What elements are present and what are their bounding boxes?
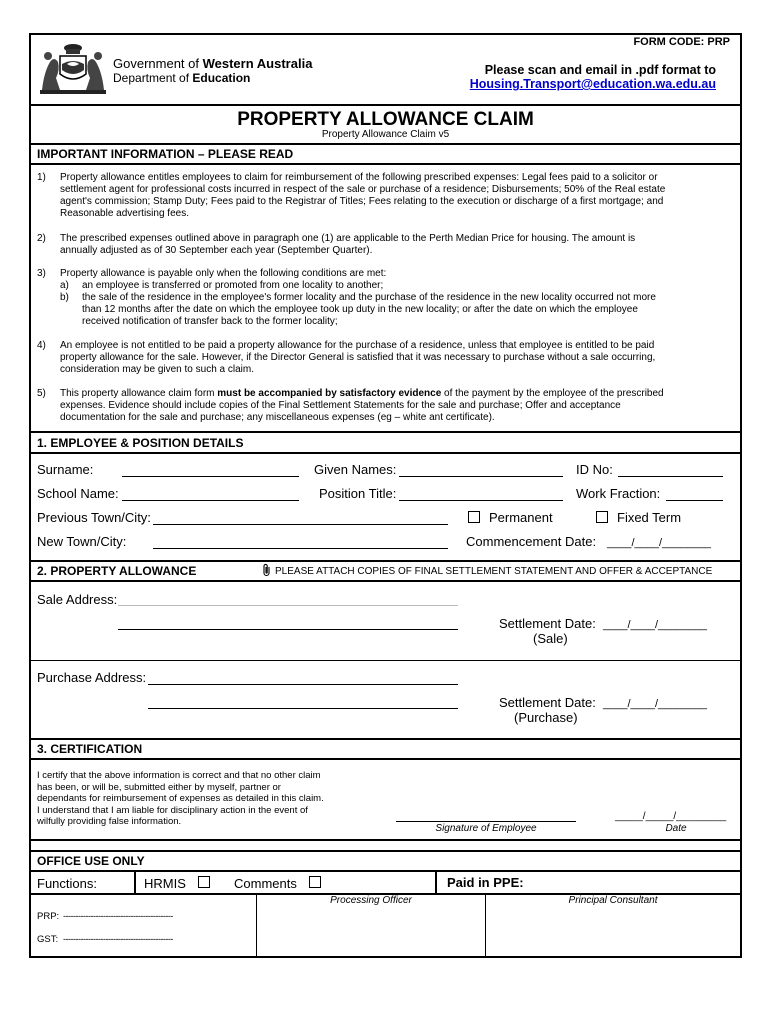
para-3-line-1: Property allowance is payable only when the following conditions are met:: [60, 268, 387, 279]
purchase-settlement-date-label: Settlement Date:: [499, 695, 596, 710]
email-link-wrap: [400, 77, 716, 92]
para-1-number: 1): [37, 172, 46, 183]
sale-address-field-2[interactable]: [118, 629, 458, 630]
section-3-heading: 3. CERTIFICATION: [37, 742, 143, 756]
gst-field[interactable]: --------------------------------------------: [63, 934, 173, 944]
important-info-heading: IMPORTANT INFORMATION – PLEASE READ: [37, 147, 294, 161]
signature-label: Signature of Employee: [435, 823, 537, 834]
scan-note: Please scan and email in .pdf format to: [484, 63, 716, 77]
para-3b-line-2: than 12 months after the date on which the employee took up duty in the new locality; or after the date on which the employee: [82, 304, 638, 315]
hrmis-checkbox[interactable]: [198, 876, 210, 888]
para-3b-line-3: received notification of transfer back to the former locality;: [82, 316, 338, 327]
para-4-line-1: An employee is not entitled to be paid a property allowance for the purchase of a residence, unless that employee is entitled to be paid: [60, 340, 655, 351]
new-town-label: New Town/City:: [37, 534, 127, 549]
certification-date-label: Date: [665, 823, 687, 834]
para-2-line-1: The prescribed expenses outlined above in paragraph one (1) are applicable to the Perth Median Price for housing. The amount is: [60, 233, 636, 244]
work-fraction-field[interactable]: [666, 500, 723, 501]
id-no-field[interactable]: [618, 476, 723, 477]
principal-consultant-label: Principal Consultant: [568, 895, 658, 906]
given-names-field[interactable]: [399, 476, 563, 477]
paperclip-icon: [262, 563, 272, 577]
previous-town-field[interactable]: [153, 524, 448, 525]
surname-field[interactable]: [122, 476, 299, 477]
department-name: Department of Education: [113, 71, 251, 85]
attach-note: PLEASE ATTACH COPIES OF FINAL SETTLEMENT STATEMENT AND OFFER & ACCEPTANCE: [275, 566, 713, 577]
sale-settlement-date-field[interactable]: ____/____/________: [603, 619, 707, 631]
paid-in-ppe-label: Paid in PPE:: [447, 875, 524, 890]
wa-crest-logo: [36, 42, 110, 96]
para-5-line-1: This property allowance claim form must be accompanied by satisfactory evidence of the payment by the employee of the prescribed: [60, 388, 664, 399]
prp-label: PRP:: [37, 911, 60, 922]
para-5-line-2: expenses. Evidence should include copies of the Final Settlement Statements for the sale and purchase; Offer and acceptance: [60, 400, 621, 411]
permanent-label: Permanent: [489, 510, 553, 525]
page-title: PROPERTY ALLOWANCE CLAIM: [237, 109, 534, 130]
para-4-line-2: property allowance for the sale. However, if the Director General is satisfied that it was necessary to purchase without a sale occurring,: [60, 352, 656, 363]
surname-label: Surname:: [37, 462, 94, 477]
para-3-number: 3): [37, 268, 46, 279]
para-2-line-2: annually adjusted as of 30 September each year (September Quarter).: [60, 245, 373, 256]
para-3b-line-1: the sale of the residence in the employee's former locality and the purchase of the residence in the new locality occurred not more: [82, 292, 656, 303]
para-3b-letter: b): [60, 292, 69, 303]
commencement-date-label: Commencement Date:: [466, 534, 597, 549]
signature-field[interactable]: [396, 821, 576, 822]
permanent-checkbox[interactable]: [468, 511, 480, 523]
para-1-line-3: agent's commission; Stamp Duty; Fees paid to the Registrar of Titles; Fees relating to the execution or discharge of a first mortgage; and: [60, 196, 664, 207]
para-4-number: 4): [37, 340, 46, 351]
position-title-label: Position Title:: [319, 486, 397, 501]
given-names-label: Given Names:: [314, 462, 397, 477]
previous-town-label: Previous Town/City:: [37, 510, 151, 525]
sale-address-label: Sale Address:: [37, 592, 118, 607]
section-gap: [31, 839, 740, 852]
purchase-address-label: Purchase Address:: [37, 670, 147, 685]
para-3a-text: an employee is transferred or promoted from one locality to another;: [82, 280, 384, 291]
purchase-address-field-2[interactable]: [148, 708, 458, 709]
functions-label: Functions:: [37, 876, 97, 891]
fixed-term-checkbox[interactable]: [596, 511, 608, 523]
hrmis-label: HRMIS: [144, 876, 186, 891]
purchase-address-field-1[interactable]: [148, 684, 458, 685]
section-2-heading: 2. PROPERTY ALLOWANCE: [37, 564, 197, 578]
government-name: Government of Western Australia: [113, 56, 313, 71]
id-no-label: ID No:: [576, 462, 613, 477]
processing-officer-label: Processing Officer: [330, 895, 412, 906]
work-fraction-label: Work Fraction:: [576, 486, 661, 501]
para-5-line-3: documentation for the sale and purchase; any miscellaneous expenses (eg – white ant certificate).: [60, 412, 495, 423]
para-5-number: 5): [37, 388, 46, 399]
sale-settlement-date-label: Settlement Date:: [499, 616, 596, 631]
school-name-field[interactable]: [122, 500, 299, 501]
sale-label: (Sale): [533, 631, 568, 646]
comments-checkbox[interactable]: [309, 876, 321, 888]
new-town-field[interactable]: [153, 548, 448, 549]
purchase-label: (Purchase): [514, 710, 578, 725]
form-code: FORM CODE: PRP: [633, 36, 730, 48]
comments-label: Comments: [234, 876, 297, 891]
certification-text: I certify that the above information is correct and that no other claim has been, or will be, submitted either by myself, partner or dependants for reimbursement of expenses as detailed in this claim. I understand that I am liable for disciplinary action in the event of wilfully providing false information.: [37, 770, 324, 827]
sale-address-field-1[interactable]: [118, 605, 458, 606]
certification-date-field[interactable]: _____/_____/_________: [615, 811, 727, 822]
para-4-line-3: consideration may be given to such a claim.: [60, 364, 254, 375]
para-1-line-2: settlement agent for professional costs incurred in respect of the sale or purchase of a residence; Disbursements; 50% of the Real estate: [60, 184, 666, 195]
fixed-term-label: Fixed Term: [617, 510, 682, 525]
para-2-number: 2): [37, 233, 46, 244]
gst-label: GST:: [37, 934, 59, 945]
form-version: Property Allowance Claim v5: [321, 129, 450, 140]
email-link[interactable]: Housing.Transport@education.wa.edu.au: [469, 77, 716, 91]
para-3a-letter: a): [60, 280, 69, 291]
office-use-heading: OFFICE USE ONLY: [37, 854, 145, 868]
position-title-field[interactable]: [399, 500, 563, 501]
school-name-label: School Name:: [37, 486, 119, 501]
commencement-date-field[interactable]: ____/____/________: [607, 537, 711, 549]
prp-field[interactable]: --------------------------------------------: [63, 911, 173, 921]
section-1-heading: 1. EMPLOYEE & POSITION DETAILS: [37, 436, 244, 450]
para-1-line-4: Reasonable advertising fees.: [60, 208, 189, 219]
para-1-line-1: Property allowance entitles employees to claim for reimbursement of the following prescribed expenses: Legal fees paid to a solicitor or: [60, 172, 658, 183]
purchase-settlement-date-field[interactable]: ____/____/________: [603, 698, 707, 710]
